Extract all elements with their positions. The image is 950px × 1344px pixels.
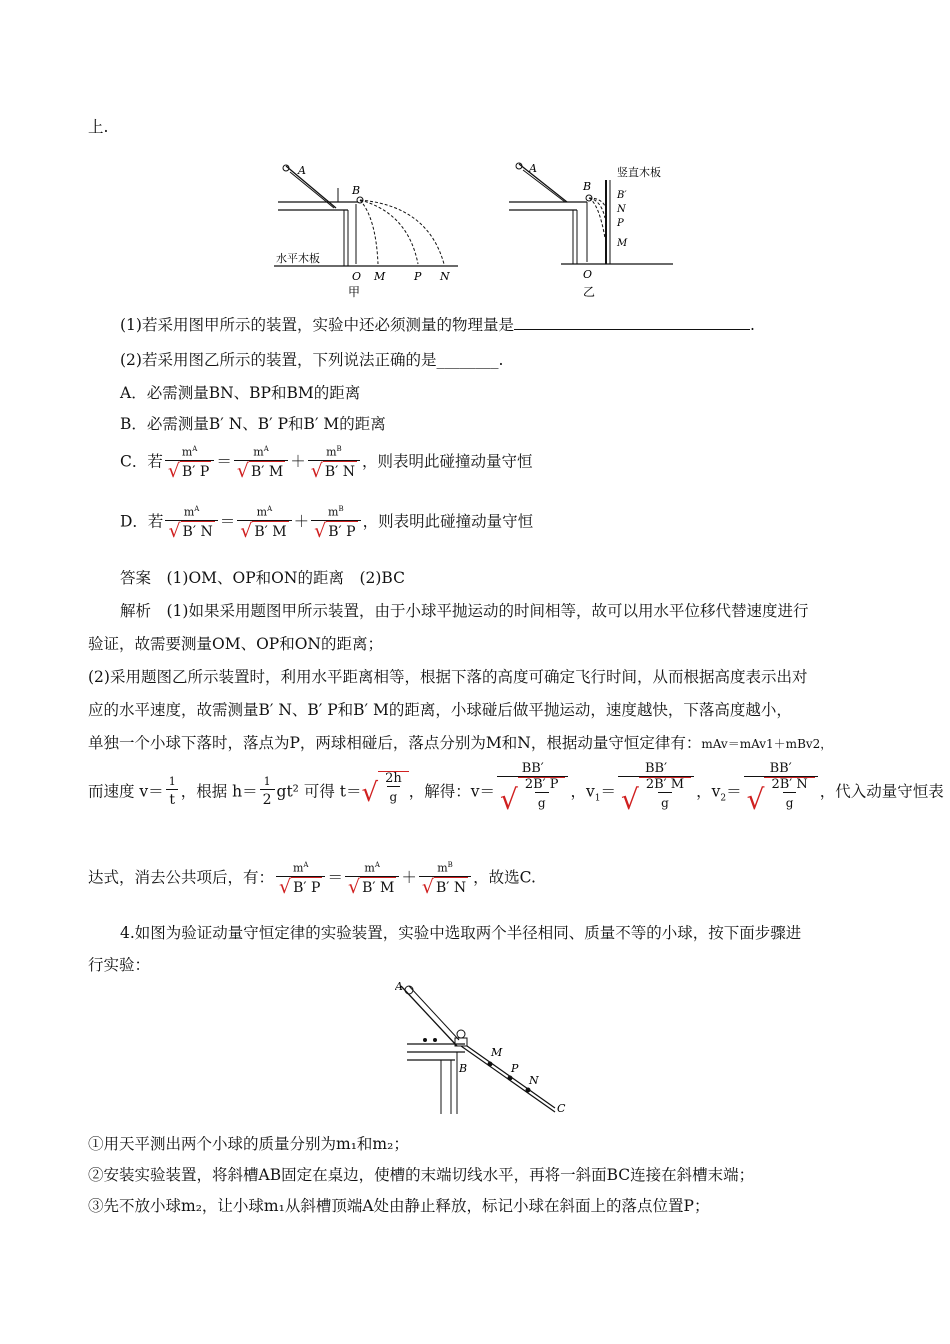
label-m: M [617, 238, 628, 249]
label-m: M [491, 1046, 503, 1059]
option-d: D．若 $m^A$ √ B′ N ＝ $m^A$ √ B′ M ＋ $m^B$ √ B′ P ，则表明此碰撞动量守恒 [120, 502, 533, 543]
label-b: B [583, 180, 592, 193]
figure-incline [395, 980, 570, 1120]
fraction: BB′ √ $\frac{2B' M}{g}$ [618, 762, 694, 823]
fraction: $m^B$ √ B′ N [308, 442, 360, 483]
label-a: A [298, 164, 306, 177]
fraction: $m^A$ √ B′ M [345, 858, 399, 899]
label-n: N [617, 204, 626, 215]
fraction: $m^B$ √ B′ N [419, 858, 471, 899]
label-a: A [395, 980, 403, 993]
step-1: ①用天平测出两个小球的质量分别为m₁和m₂； [88, 1135, 409, 1153]
question-1: (1)若采用图甲所示的装置，实验中还必须测量的物理量是 . [120, 316, 755, 334]
step-3: ③先不放小球m₂，让小球m₁从斜槽顶端A处由静止释放，标记小球在斜面上的落点位置P； [88, 1197, 710, 1215]
label-p: P [511, 1062, 519, 1075]
option-b: B．必需测量B′ N、B′ P和B′ M的距离 [120, 415, 386, 433]
option-a: A．必需测量BN、BP和BM的距离 [120, 384, 361, 402]
caption-yi: 乙 [583, 285, 596, 299]
caption-jia: 甲 [348, 285, 361, 298]
question-2: (2)若采用图乙所示的装置，下列说法正确的是________. [120, 351, 504, 369]
answer-blank [514, 315, 750, 330]
fraction: $m^A$ √ B′ N [165, 502, 217, 543]
label-n: N [529, 1074, 539, 1087]
analysis-5: 单独一个小球下落时，落点为P，两球相碰后，落点分别为M和N，根据动量守恒定律有：mAv＝mAv1＋mBv2， [88, 734, 833, 752]
option-c: C．若 $m^A$ √ B′ P ＝ $m^A$ √ B′ M ＋ $m^B$ √ B′ N ，则表明此碰撞动量守恒 [120, 442, 533, 483]
step-2: ②安装实验装置，将斜槽AB固定在桌边，使槽的末端切线水平，再将一斜面BC连接在斜槽末端； [88, 1166, 755, 1184]
fraction: BB′ √ $\frac{2B' N}{g}$ [744, 762, 818, 823]
label-c: C [557, 1102, 566, 1115]
fraction: $\frac{1}{t}$ [166, 775, 179, 810]
sqrt: √ $\frac{2h}{g}$ [361, 771, 408, 815]
fraction: $m^A$ √ B′ M [237, 502, 291, 543]
label-b: B [459, 1062, 468, 1075]
analysis-1: 解析 (1)如果采用题图甲所示装置，由于小球平抛运动的时间相等，故可以用水平位移代替速度进行 [120, 602, 809, 620]
analysis-4: 应的水平速度，故需测量B′ N、B′ P和B′ M的距离，小球碰后做平抛运动，速度越快，下落高度越小， [88, 701, 792, 719]
figure-jia [268, 158, 468, 298]
fraction: $m^A$ √ B′ P [276, 858, 325, 899]
fraction: BB′ √ $\frac{2B' P}{g}$ [497, 762, 569, 823]
question-4-line-2: 行实验： [88, 956, 151, 974]
label-o: O [583, 268, 593, 281]
label-bprime: B′ [617, 190, 627, 201]
label-o: O [352, 270, 362, 283]
label-p: P [617, 218, 624, 229]
top-text: 上. [88, 118, 109, 136]
answer: 答案 (1)OM、OP和ON的距离 (2)BC [120, 569, 405, 587]
fraction: $m^B$ √ B′ P [311, 502, 360, 543]
analysis-3: (2)采用题图乙所示装置时，利用水平距离相等，根据下落的高度可确定飞行时间，从而根据高度表示出对 [88, 668, 808, 686]
analysis-7: 达式，消去公共项后，有： $m^A$ √ B′ P ＝ $m^A$ √ B′ M ＋ $m^B$ √ B′ N ，故选C. [88, 858, 536, 899]
label-n: N [440, 270, 450, 283]
label-p: P [414, 270, 422, 283]
fraction: $\frac{1}{2}$ [260, 775, 275, 810]
fraction: $m^A$ √ B′ P [165, 442, 214, 483]
label-board: 竖直木板 [617, 166, 661, 179]
analysis-2: 验证，故需要测量OM、OP和ON的距离； [88, 635, 383, 653]
analysis-6: 而速度 v＝ $\frac{1}{t}$ ，根据 h＝ $\frac{1}{2}$ gt² 可得 t＝ √ $\frac{2h}{g}$ ，解得：v＝ BB′ √ $\frac{2B' P}{g}$ ，$v_1=$ BB′ √ $\frac{2B' M}{g}$ ，$v_2=$ BB′ √ $\frac{2B' N}{g}$ ，代入动量守恒表 [88, 762, 944, 823]
label-b: B [352, 184, 361, 197]
figure-yi [505, 158, 685, 303]
fraction: $m^A$ √ B′ M [234, 442, 288, 483]
question-4-line-1: 4.如图为验证动量守恒定律的实验装置，实验中选取两个半径相同、质量不等的小球，按下面步骤进 [120, 924, 802, 942]
label-board: 水平木板 [276, 252, 320, 265]
label-m: M [374, 270, 386, 283]
label-a: A [529, 162, 537, 175]
